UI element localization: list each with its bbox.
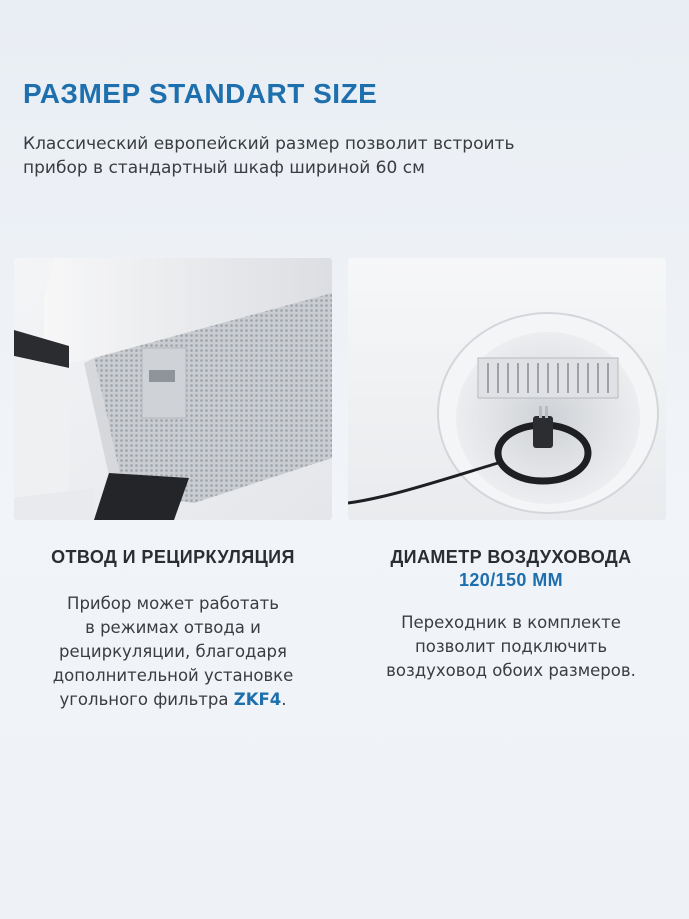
text-line: Прибор может работать [67,594,279,613]
duct-adapter-photo [348,258,666,520]
text-line: Переходник в комплекте [401,613,621,632]
duct-diameter-heading: ДИАМЕТР ВОЗДУХОВОДА [390,547,632,567]
text-line: воздуховод обоих размеров. [386,661,636,680]
text-line: рециркуляции, благодаря [59,642,287,661]
exhaust-recirculation-block [8,545,338,712]
duct-diameter-value: 120/150 ММ [458,570,564,590]
text-line: позволит подключить [414,637,608,656]
subtitle-line: Классический европейский размер позволит встроить [23,134,515,154]
duct-diameter-text [346,611,676,683]
filter-model: ZKF4 [233,690,282,709]
text-line: дополнительной установке [52,666,294,685]
hood-filter-photo [14,258,332,520]
page-subtitle [23,132,663,180]
text-period: . [281,690,287,709]
duct-diameter-block [346,545,676,683]
page-title: РАЗМЕР STANDART SIZE [23,78,378,109]
text-line: в режимах отвода и [85,618,261,637]
exhaust-recirculation-heading: ОТВОД И РЕЦИРКУЛЯЦИЯ [51,547,295,567]
subtitle-line: прибор в стандартный шкаф шириной 60 см [23,158,425,178]
exhaust-recirculation-text [8,592,338,712]
text-line: угольного фильтра [59,690,234,709]
